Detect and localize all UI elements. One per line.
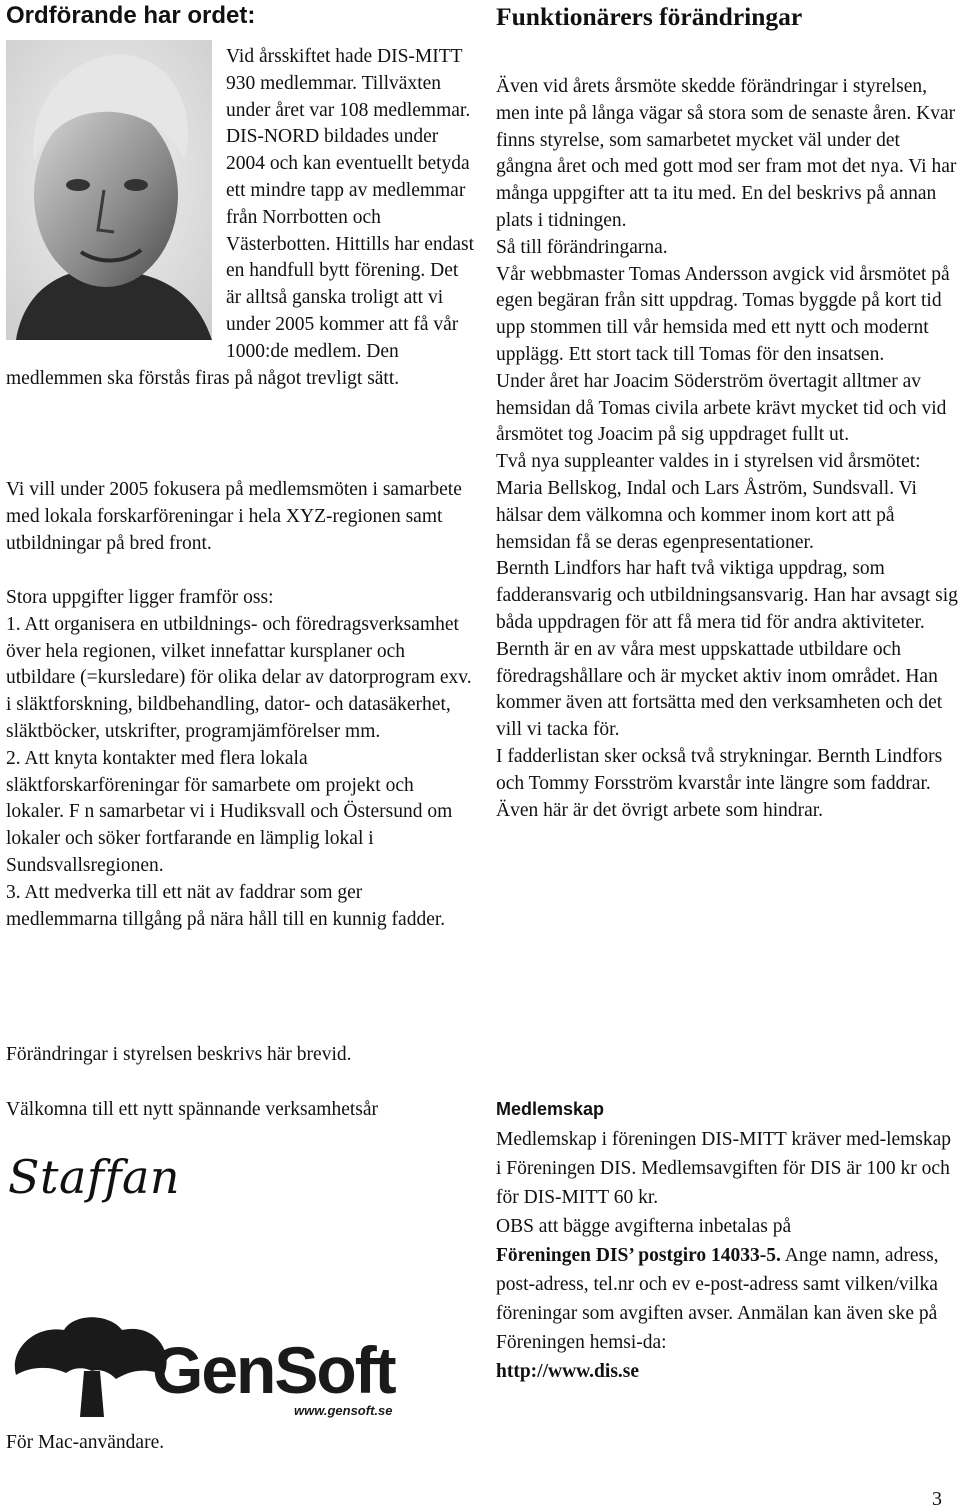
membership-section — [496, 1097, 958, 1386]
welcome-text: Välkomna till ett nytt spännande verksamhetsår — [6, 1099, 379, 1120]
membership-heading: Medlemskap — [496, 1099, 605, 1119]
article-paragraph: Två nya suppleanter valdes in i styrelsen vid årsmötet: Maria Bellskog, Indal och Lars Åström, Sundsvall. Vi hälsar dem välkomna och kommer inom kort att på hemsidan få se deras egenpresentationer. — [496, 451, 921, 553]
membership-payment-text — [496, 1212, 958, 1386]
logo-caption: För Mac-användare. — [6, 1432, 165, 1453]
postgiro-number: Föreningen DIS’ postgiro 14033-5. — [496, 1245, 781, 1266]
article-paragraph: Så till förändringarna. — [496, 236, 668, 258]
payment-prefix: OBS att bägge avgifterna inbetalas på — [496, 1216, 792, 1237]
article-paragraph: Under året har Joacim Söderström övertagit alltmer av hemsidan då Tomas civila arbete krävt mycket tid och vid årsmötet tog Joacim på sig uppdraget fullt ut. — [496, 370, 947, 446]
intro-paragraph — [6, 44, 476, 392]
article-paragraph: Bernth Lindfors har haft två viktiga uppdrag, som fadderansvarig och utbildningsansvarig. Han har avsagt sig båda uppdragen för att få mera tid för andra aktiviteter. Bernth är en av våra mest uppskattade utbildare och föredragshållare och är mycket aktiv inom området. Han kommer även att fortsätta med den verksamheten och det vill vi tacka för. — [496, 558, 958, 741]
task-item: 2. Att knyta kontakter med flera lokala släktforskarföreningar för samarbete om projekt och lokaler. F n samarbetar vi i Hudiksvall och Östersund om lokaler och söker fortfarande en lämplig lokal i Sundsvallsregionen. — [6, 747, 453, 876]
article-paragraph: Även vid årets årsmöte skedde förändringar i styrelsen, men inte på långa vägar så stora som de senaste åren. Kvar finns styrelse, som samarbetet mycket väl under det gångna året och med gott mod ser fram mot det nya. Vi har många uppgifter att ta itu med. En del beskrivs på annan plats i tidningen. — [496, 76, 957, 231]
tasks-intro: Stora uppgifter ligger framför oss: — [6, 587, 274, 608]
membership-text: Medlemskap i föreningen DIS-MITT kräver med-lemskap i Föreningen DIS. Medlemsavgiften för DIS är 100 kr och för DIS-MITT 60 kr. — [496, 1129, 952, 1208]
page-heading-right: Funktionärers förändringar — [496, 2, 803, 31]
tree-icon — [15, 1317, 167, 1417]
intro-text: Vid årsskiftet hade DIS-MITT 930 medlemmar. Tillväxten under året var 108 medlemmar. DIS-NORD bildades under 2004 och kan eventuellt betyda ett mindre tapp av medlemmar från Norrbotten och Västerbotten. Hittills har endast en handfull bytt förening. Det är alltså ganska troligt att vi under 2005 kommer att få vår 1000:de medlem. Den medlemmen ska förstås firas på något trevligt sätt. — [6, 46, 475, 389]
focus-paragraph: Vi vill under 2005 fokusera på medlemsmöten i samarbete med lokala forskarföreningar i hela XYZ-regionen samt utbildningar på bred front. — [6, 479, 462, 554]
logo-wordmark: GenSoft — [152, 1333, 395, 1407]
task-item: 3. Att medverka till ett nät av faddrar som ger medlemmarna tillgång på nära håll till en kunnig fadder. — [6, 881, 446, 930]
gensoft-logo — [4, 1305, 424, 1425]
task-item: 1. Att organisera en utbildnings- och föredragsverksamhet över hela regionen, vilket innefattar kursplaner och utbildare (=kursledare) för olika delar av datorprogram exv. i släktforskning, bildbehandling, dator- och datasäkerhet, släktböcker, utskrifter, programjämförelser mm. — [6, 613, 472, 742]
logo-url: www.gensoft.se — [294, 1403, 393, 1418]
page-number: 3 — [932, 1488, 942, 1510]
tasks-list — [6, 585, 476, 933]
article-paragraph: I fadderlistan sker också två strykningar. Bernth Lindfors och Tommy Forsström kvarstår inte längre som faddrar. Även här är det övrigt arbete som hindrar. — [496, 745, 943, 821]
payment-suffix: Ange namn, adress, post-adress, tel.nr och ev e-post-adress samt vilken/vilka föreningar som avgiften avser. Anmälan kan även ske på Föreningen hemsi-da: — [496, 1245, 939, 1353]
signature: Staffan — [8, 1150, 181, 1204]
page-heading-left: Ordförande har ordet: — [6, 2, 256, 29]
article-paragraph: Vår webbmaster Tomas Andersson avgick vid årsmötet på egen begäran från sitt uppdrag. Tomas byggde på kort tid upp stommen till vår hemsida med ett nytt och modernt upplägg. Ett stort tack till Tomas för den insatsen. — [496, 263, 950, 365]
changes-article — [496, 74, 958, 824]
changes-note: Förändringar i styrelsen beskrivs här brevid. — [6, 1044, 352, 1065]
website-link[interactable]: http://www.dis.se — [496, 1361, 640, 1382]
